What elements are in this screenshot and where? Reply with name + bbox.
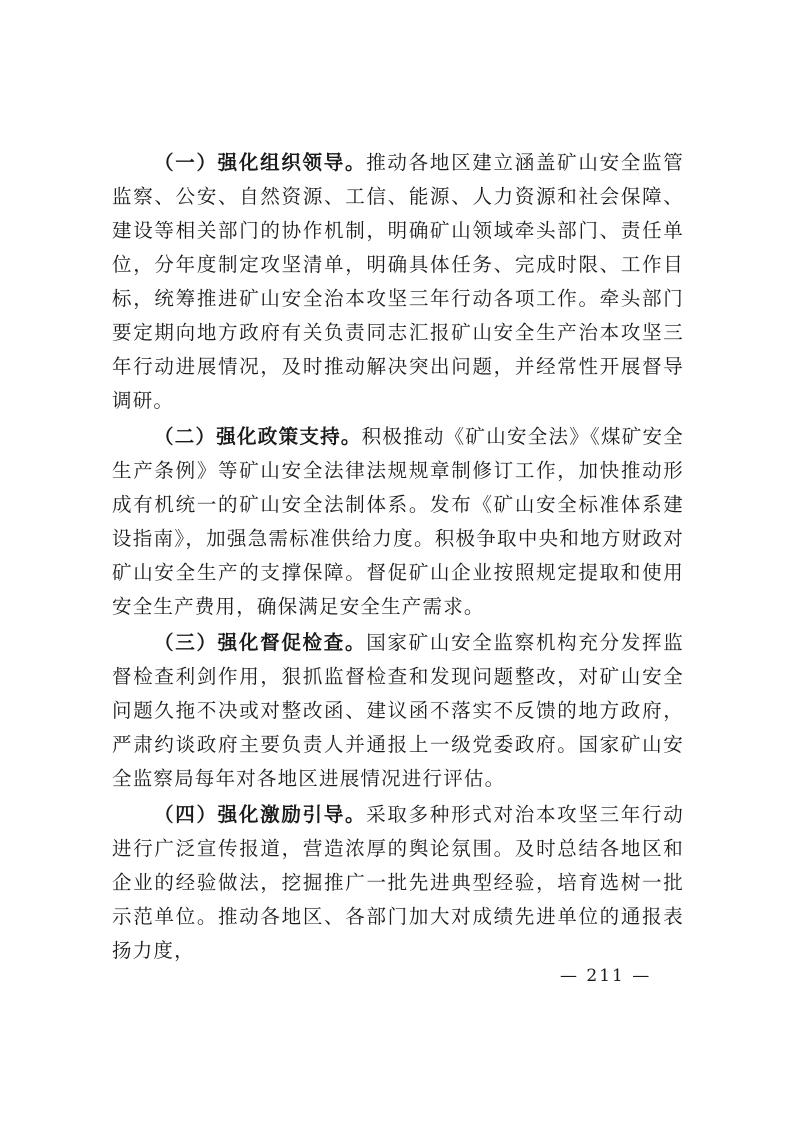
page-number: — 211 — bbox=[560, 966, 652, 986]
paragraph-incentive-guidance bbox=[112, 798, 684, 968]
body-text bbox=[112, 146, 684, 968]
paragraph-body: 采取多种形式对治本攻坚三年行动进行广泛宣传报道，营造浓厚的舆论氛围。及时总结各地区和企业的经验做法，挖掘推广一批先进典型经验，培育选树一批示范单位。推动各地区、各部门加大对成绩先进单位的通报表扬力度， bbox=[112, 803, 684, 962]
paragraph-heading: （一）强化组织领导。 bbox=[154, 151, 367, 174]
paragraph-body: 国家矿山安全监察机构充分发挥监督检查利剑作用，狠抓监督检查和发现问题整改，对矿山安全问题久拖不决或对整改函、建议函不落实不反馈的地方政府，严肃约谈政府主要负责人并通报上一级党委政府。国家矿山安全监察局每年对各地区进展情况进行评估。 bbox=[112, 631, 684, 790]
paragraph-body: 推动各地区建立涵盖矿山安全监管监察、公安、自然资源、工信、能源、人力资源和社会保障、建设等相关部门的协作机制，明确矿山领域牵头部门、责任单位，分年度制定攻坚清单，明确具体任务、完成时限、工作目标，统筹推进矿山安全治本攻坚三年行动各项工作。牵头部门要定期向地方政府有关负责同志汇报矿山安全生产治本攻坚三年行动进展情况，及时推动解决突出问题，并经常性开展督导调研。 bbox=[112, 151, 684, 412]
paragraph-heading: （四）强化激励引导。 bbox=[154, 803, 367, 826]
paragraph-organization-leadership bbox=[112, 146, 684, 418]
paragraph-heading: （三）强化督促检查。 bbox=[154, 631, 367, 654]
paragraph-body: 积极推动《矿山安全法》《煤矿安全生产条例》等矿山安全法律法规规章制修订工作，加快推动形成有机统一的矿山安全法制体系。发布《矿山安全标准体系建设指南》，加强急需标准供给力度。积极争取中央和地方财政对矿山安全生产的支撑保障。督促矿山企业按照规定提取和使用安全生产费用，确保满足安全生产需求。 bbox=[112, 425, 684, 618]
paragraph-supervision-inspection bbox=[112, 626, 684, 796]
paragraph-heading: （二）强化政策支持。 bbox=[154, 425, 362, 448]
paragraph-policy-support bbox=[112, 420, 684, 624]
